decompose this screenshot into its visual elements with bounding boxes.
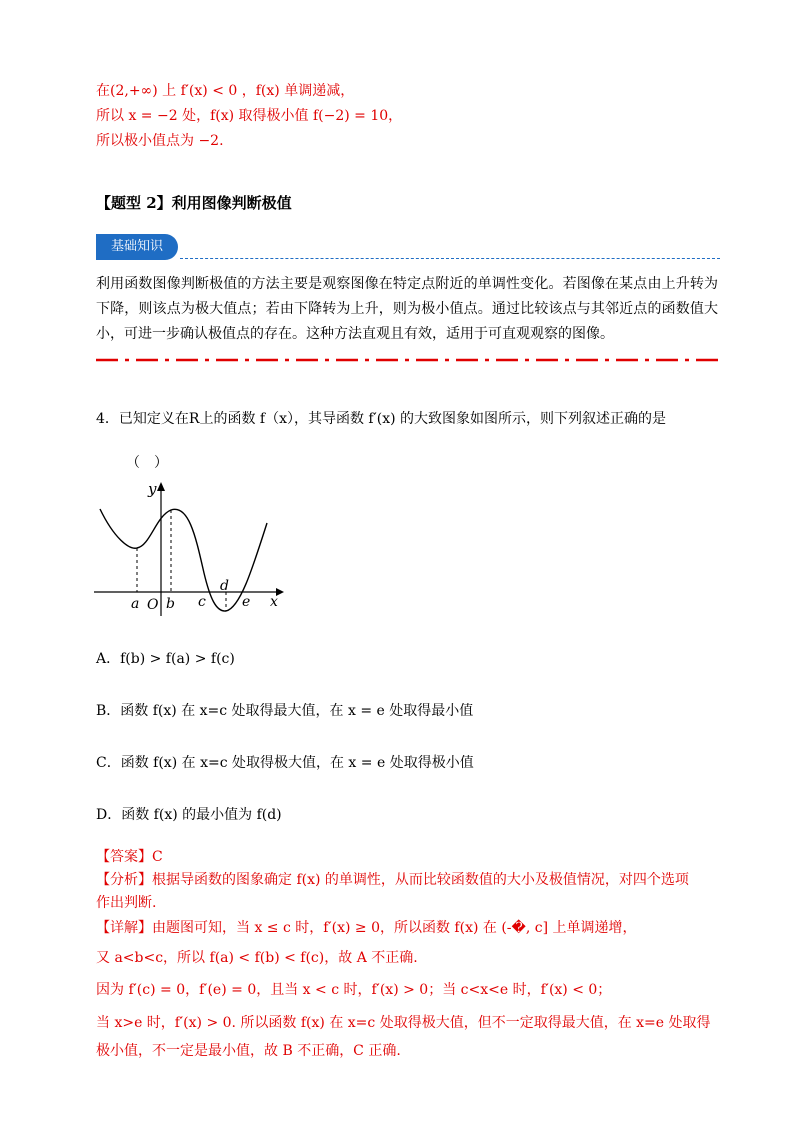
answer-label: 【答案】C xyxy=(96,849,163,865)
option-a: A．f(b) > f(a) > f(c) xyxy=(96,651,235,667)
knowledge-paragraph: 利用函数图像判断极值的方法主要是观察图像在特定点附近的单调性变化。若图像在某点由上升转为下降，则该点为极大值点；若由下降转为上升，则为极小值点。通过比较该点与其邻近点的函数值大小，可进一步确认极值点的存在。这种方法直观且有效，适用于可直观观察的图像。 xyxy=(96,276,718,342)
derivative-graph xyxy=(94,478,294,618)
label-O: O xyxy=(147,597,159,613)
label-d: d xyxy=(220,578,229,594)
section-title: 【题型 2】利用图像判断极值 xyxy=(96,194,292,212)
basic-knowledge-badge: 基础知识 xyxy=(96,234,178,260)
detail-line-1: 【详解】由题图可知，当 x ≤ c 时，f′(x) ≥ 0，所以函数 f(x) 在 (-�, c] 上单调递增， xyxy=(96,920,637,936)
top-line-2: 所以 x = −2 处，f(x) 取得极小值 f(−2) = 10， xyxy=(96,108,403,124)
detail-line-3: 因为 f′(c) = 0，f′(e) = 0，且当 x < c 时，f′(x) > 0；当 c<x<e 时，f′(x) < 0； xyxy=(96,982,612,998)
label-c: c xyxy=(198,594,206,610)
detail-line-5: 极小值，不一定是最小值，故 B 不正确，C 正确. xyxy=(96,1043,401,1059)
detail-line-4: 当 x>e 时，f′(x) > 0. 所以函数 f(x) 在 x=c 处取得极大值，但不一定取得最大值，在 x=e 处取得 xyxy=(96,1015,711,1031)
label-a: a xyxy=(131,596,140,612)
analysis-line-2: 作出判断. xyxy=(96,895,157,911)
label-e: e xyxy=(242,594,251,610)
option-d: D．函数 f(x) 的最小值为 f(d) xyxy=(96,807,282,823)
analysis-line-1: 【分析】根据导函数的图象确定 f(x) 的单调性，从而比较函数值的大小及极值情况，对四个选项 xyxy=(96,872,689,888)
top-line-3: 所以极小值点为 −2. xyxy=(96,133,224,149)
label-x: x xyxy=(270,594,278,610)
question-stem: 4．已知定义在R上的函数 f（x），其导函数 f′(x) 的大致图象如图所示，则下列叙述正确的是 xyxy=(96,411,667,427)
question-paren: （ ） xyxy=(126,455,168,471)
top-line-1: 在(2,+∞) 上 f′(x) < 0 ，f(x) 单调递减， xyxy=(96,83,355,99)
red-divider xyxy=(96,354,718,366)
label-y: y xyxy=(148,480,157,498)
detail-line-2: 又 a<b<c，所以 f(a) < f(b) < f(c)，故 A 不正确. xyxy=(96,950,418,966)
label-b: b xyxy=(166,596,175,612)
option-c: C．函数 f(x) 在 x=c 处取得极大值，在 x = e 处取得极小值 xyxy=(96,755,474,771)
badge-dashed-line xyxy=(180,258,720,259)
y-axis-arrow xyxy=(157,482,165,491)
option-b: B．函数 f(x) 在 x=c 处取得最大值，在 x = e 处取得最小值 xyxy=(96,703,474,719)
